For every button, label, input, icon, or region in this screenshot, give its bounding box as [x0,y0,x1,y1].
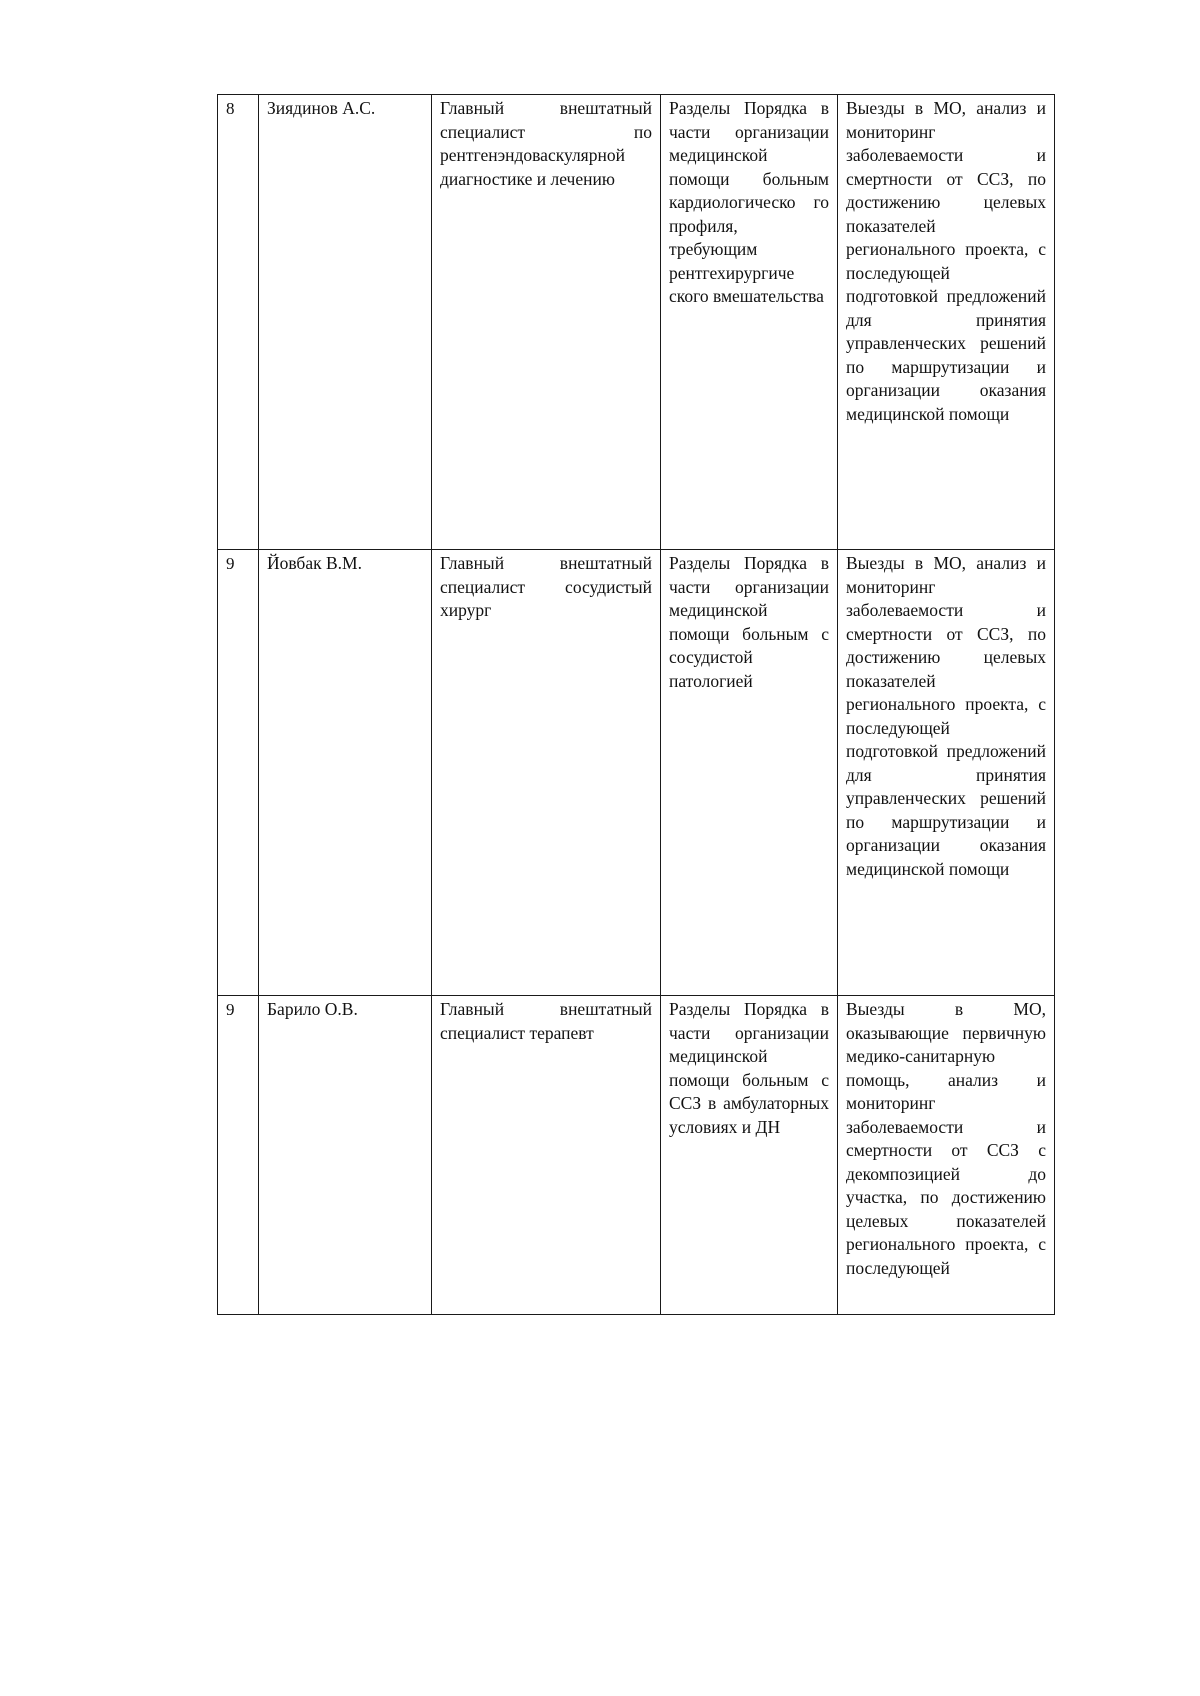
name-cell [259,95,432,550]
specialist-name: Зиядинов А.С. [267,98,376,118]
tasks-description: Выезды в МО, анализ и мониторинг заболеваемости и смертности от ССЗ, по достижению целевых показателей регионального проекта, с последующей подготовкой предложений для принятия управленческих решений по маршрутизации и организации оказания медицинской помощи [846,553,1046,879]
order-sections: Разделы Порядка в части организации медицинской помощи больным с сосудистой патологией [669,553,829,691]
position-cell [432,550,661,996]
tasks-cell [838,95,1055,550]
tasks-cell [838,550,1055,996]
tasks-cell [838,996,1055,1315]
row-number: 9 [226,1000,235,1019]
position-cell [432,95,661,550]
sections-cell [661,95,838,550]
row-number-cell [218,550,259,996]
tasks-description: Выезды в МО, анализ и мониторинг заболеваемости и смертности от ССЗ, по достижению целевых показателей регионального проекта, с последующей подготовкой предложений для принятия управленческих решений по маршрутизации и организации оказания медицинской помощи [846,98,1046,424]
table-row [218,996,1055,1315]
specialist-name: Барило О.В. [267,999,358,1019]
specialist-position: Главный внештатный специалист по рентгенэндоваскулярной диагностике и лечению [440,98,652,189]
specialist-name: Йовбак В.М. [267,553,362,573]
row-number-cell [218,95,259,550]
order-sections: Разделы Порядка в части организации медицинской помощи больным кардиологическо го профиля, требующим рентгехирургиче ского вмешательства [669,98,829,306]
table-row [218,95,1055,550]
order-sections: Разделы Порядка в части организации медицинской помощи больным с ССЗ в амбулаторных условиях и ДН [669,999,829,1137]
specialists-table [217,94,1055,1315]
name-cell [259,996,432,1315]
row-number: 9 [226,554,235,573]
row-number: 8 [226,99,235,118]
table-row [218,550,1055,996]
row-number-cell [218,996,259,1315]
sections-cell [661,996,838,1315]
specialist-position: Главный внештатный специалист терапевт [440,999,652,1043]
name-cell [259,550,432,996]
position-cell [432,996,661,1315]
sections-cell [661,550,838,996]
specialist-position: Главный внештатный специалист сосудистый хирург [440,553,652,620]
tasks-description: Выезды в МО, оказывающие первичную медико-санитарную помощь, анализ и мониторинг заболеваемости и смертности от ССЗ с декомпозицией до участка, по достижению целевых показателей регионального проекта, с последующей [846,999,1046,1278]
